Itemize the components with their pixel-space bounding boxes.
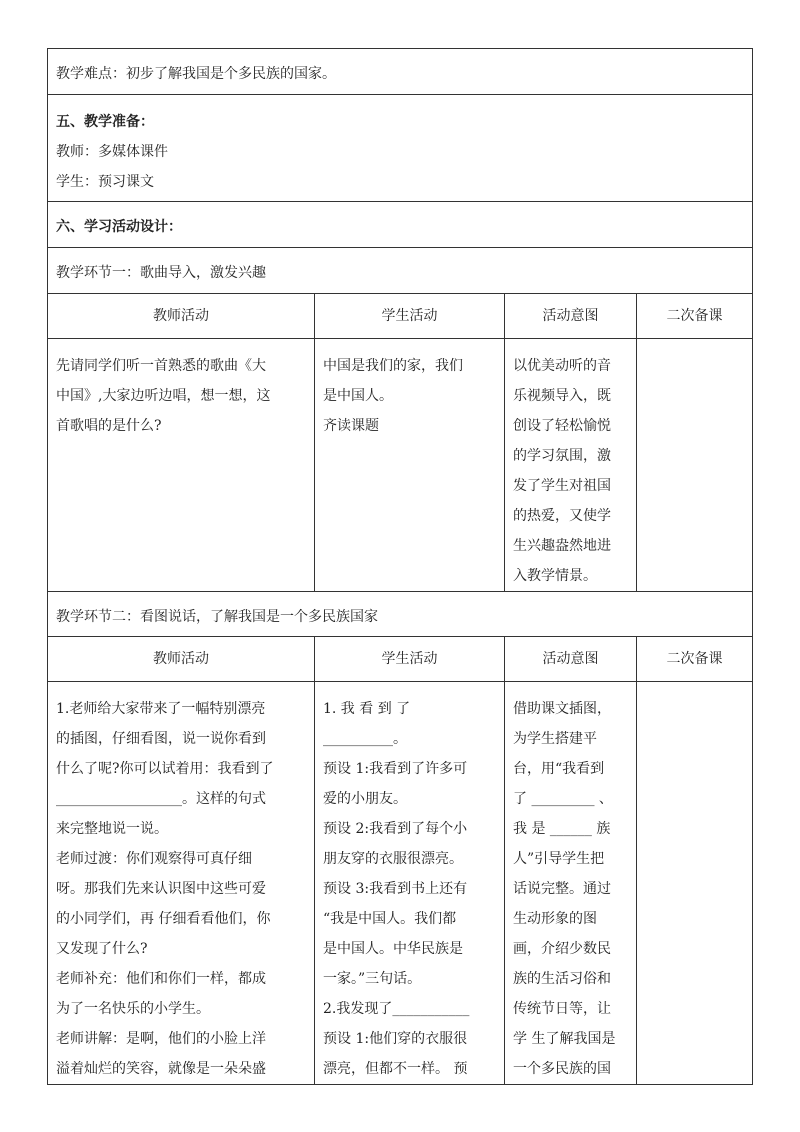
- preparation-teacher: 教师：多媒体课件: [56, 144, 168, 160]
- stage2-intent-line: 生动形象的图: [513, 911, 597, 927]
- difficulty-row: [48, 49, 753, 95]
- stage1-header-row: [48, 294, 753, 339]
- stage1-student-cell: [315, 339, 505, 592]
- stage2-student-cell: [315, 682, 505, 1085]
- stage1-student-line: 是中国人。: [323, 388, 393, 404]
- activity-design-title: 六、学习活动设计：: [56, 219, 182, 235]
- stage2-intent-line: 话说完整。通过: [513, 881, 611, 897]
- stage2-teacher-line: 为了一名快乐的小学生。: [56, 1001, 210, 1017]
- stage1-intent-line: 的热爱，又使学: [513, 508, 611, 524]
- stage2-teacher-cell: [48, 682, 315, 1085]
- stage2-student-line: 漂亮，但都不一样。 预: [323, 1061, 468, 1077]
- header-teacher-activity: 教师活动: [48, 294, 315, 339]
- header-second-prep: 二次备课: [637, 294, 753, 339]
- stage2-teacher-line: 1.老师给大家带来了一幅特别漂亮: [56, 701, 266, 717]
- stage2-student-line: 是中国人。中华民族是: [323, 941, 463, 957]
- stage1-teacher-line: 中国》,大家边听边唱，想一想，这: [56, 388, 271, 404]
- stage2-intent-line: 为学生搭建平: [513, 731, 597, 747]
- stage2-intent-line: 借助课文插图，: [513, 701, 611, 717]
- preparation-title: 五、教学准备：: [56, 114, 154, 130]
- stage2-student-line: 爱的小朋友。: [323, 791, 407, 807]
- activity-title-row: [48, 202, 753, 248]
- stage2-student-line: 2.我发现了___________: [323, 1001, 470, 1017]
- stage1-content-row: [48, 339, 753, 592]
- stage2-student-line: 预设 1:我看到了许多可: [323, 761, 468, 777]
- header-second-prep: 二次备课: [637, 637, 753, 682]
- stage2-student-line: 预设 2:我看到了每个小: [323, 821, 468, 837]
- stage2-teacher-line: 呀。那我们先来认识图中这些可爱: [56, 881, 266, 897]
- stage2-intent-line: 学 生了解我国是: [513, 1031, 616, 1047]
- stage2-teacher-line: 溢着灿烂的笑容，就像是一朵朵盛: [56, 1061, 266, 1077]
- stage2-teacher-line: 的小同学们，再 仔细看看他们，你: [56, 911, 271, 927]
- stage2-student-line: 朋友穿的衣服很漂亮。: [323, 851, 463, 867]
- stage1-student-line: 齐读课题: [323, 418, 379, 434]
- stage2-content-row: [48, 682, 753, 1085]
- header-student-activity: 学生活动: [315, 637, 505, 682]
- stage2-teacher-line: 又发现了什么?: [56, 941, 148, 957]
- stage1-intent-line: 生兴趣盎然地进: [513, 538, 611, 554]
- stage2-student-line: 一家。”三句话。: [323, 971, 422, 987]
- stage2-student-line: “我是中国人。我们都: [323, 911, 457, 927]
- stage2-intent-cell: [505, 682, 637, 1085]
- stage2-teacher-line: __________________。这样的句式: [56, 791, 266, 807]
- stage2-teacher-line: 老师补充：他们和你们一样，都成: [56, 971, 266, 987]
- stage1-intent-line: 入教学情景。: [513, 568, 597, 584]
- stage2-intent-line: 我 是 ______ 族: [513, 821, 611, 837]
- stage1-intent-line: 以优美动听的音: [513, 358, 611, 374]
- stage1-teacher-line: 首歌唱的是什么?: [56, 418, 162, 434]
- preparation-row: [48, 95, 753, 202]
- stage2-intent-line: 画，介绍少数民: [513, 941, 611, 957]
- stage1-intent-cell: [505, 339, 637, 592]
- stage2-student-line: 预设 1:他们穿的衣服很: [323, 1031, 468, 1047]
- stage2-title-row: [48, 592, 753, 637]
- stage2-teacher-line: 的插图，仔细看图，说一说你看到: [56, 731, 266, 747]
- stage1-teacher-cell: [48, 339, 315, 592]
- stage2-header-row: [48, 637, 753, 682]
- stage2-teacher-line: 老师过渡：你们观察得可真仔细: [56, 851, 252, 867]
- stage1-title-row: [48, 248, 753, 294]
- stage2-intent-line: 族的生活习俗和: [513, 971, 611, 987]
- stage2-teacher-line: 老师讲解：是啊，他们的小脸上洋: [56, 1031, 266, 1047]
- stage2-teacher-line: 来完整地说一说。: [56, 821, 168, 837]
- header-activity-intent: 活动意图: [505, 294, 637, 339]
- stage2-title: 教学环节二：看图说话，了解我国是一个多民族国家: [56, 609, 378, 625]
- header-teacher-activity: 教师活动: [48, 637, 315, 682]
- stage1-intent-line: 的学习氛围，激: [513, 448, 611, 464]
- stage1-student-line: 中国是我们的家，我们: [323, 358, 463, 374]
- stage1-intent-line: 创设了轻松愉悦: [513, 418, 611, 434]
- stage2-intent-line: 人”引导学生把: [513, 851, 605, 867]
- stage2-second-cell: [637, 682, 753, 1085]
- lesson-plan-table: [47, 48, 753, 1085]
- header-student-activity: 学生活动: [315, 294, 505, 339]
- stage2-student-line: 1. 我 看 到 了: [323, 701, 411, 717]
- teaching-difficulty: 教学难点：初步了解我国是个多民族的国家。: [56, 66, 336, 82]
- stage1-intent-line: 乐视频导入，既: [513, 388, 611, 404]
- stage2-intent-line: 台，用“我看到: [513, 761, 605, 777]
- stage2-intent-line: 一个多民族的国: [513, 1061, 611, 1077]
- stage2-student-line: 预设 3:我看到书上还有: [323, 881, 468, 897]
- stage1-intent-line: 发了学生对祖国: [513, 478, 611, 494]
- preparation-student: 学生：预习课文: [56, 174, 154, 190]
- stage2-teacher-line: 什么了呢?你可以试着用：我看到了: [56, 761, 274, 777]
- stage1-teacher-line: 先请同学们听一首熟悉的歌曲《大: [56, 358, 266, 374]
- stage2-intent-line: 传统节日等，让: [513, 1001, 611, 1017]
- stage2-student-line: __________。: [323, 731, 407, 747]
- stage1-second-cell: [637, 339, 753, 592]
- stage1-title: 教学环节一：歌曲导入，激发兴趣: [56, 265, 266, 281]
- header-activity-intent: 活动意图: [505, 637, 637, 682]
- stage2-intent-line: 了 _________ 、: [513, 791, 613, 807]
